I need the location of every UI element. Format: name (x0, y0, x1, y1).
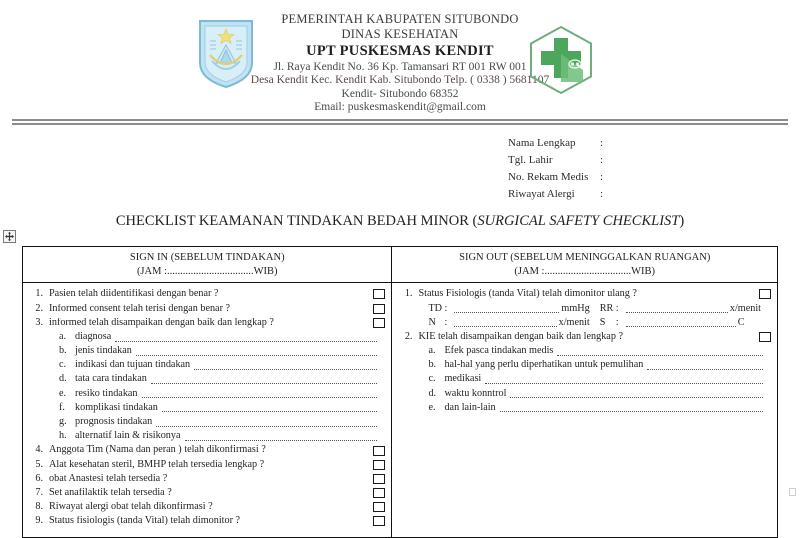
sign-in-item-6-checkbox[interactable] (373, 474, 385, 484)
sign-in-subitem-c (29, 358, 385, 372)
sign-out-subitem-e-fill-line[interactable] (500, 403, 763, 412)
sign-in-subitem-c-fill-line[interactable] (194, 361, 377, 370)
sign-in-item-2-label: Informed consent telah terisi dengan benar ? (49, 303, 231, 314)
sign-in-item-3-label: informed telah disampaikan dengan baik dan lengkap ? (49, 317, 274, 328)
situbondo-regency-emblem-icon (196, 17, 256, 89)
sign-in-subitem-h-label: alternatif lain & risikonya (75, 430, 181, 442)
sign-in-item-2 (29, 302, 385, 316)
sign-out-subitem-b (398, 358, 771, 372)
letterhead-address-3: Kendit- Situbondo 68352 (341, 87, 459, 100)
sign-in-item-1-number: 1. (35, 288, 43, 300)
sign-out-time-field[interactable]: (JAM :.................................WIB) (514, 266, 655, 278)
sign-in-item-9 (29, 514, 385, 528)
vital-s-unit: C (737, 317, 745, 329)
table-move-handle-icon[interactable] (3, 230, 16, 243)
sign-out-subitem-d-letter: d. (428, 387, 437, 399)
sign-out-subitem-b-label: hal-hal yang perlu diperhatikan untuk pemulihan (444, 359, 644, 371)
identity-row-tgl-lahir (508, 155, 730, 172)
identity-label-rekam-medis: No. Rekam Medis (508, 171, 589, 183)
sign-in-item-9-checkbox[interactable] (373, 516, 385, 526)
sign-in-subitem-f-letter: f. (59, 401, 65, 413)
sign-in-item-4-label: Anggota Tim (Nama dan peran ) telah dikonfirmasi ? (49, 445, 266, 456)
sign-in-subitem-b (29, 344, 385, 358)
page-title-main: CHECKLIST KEAMANAN TINDAKAN BEDAH MINOR ( (115, 213, 478, 229)
sign-in-item-5-label: Alat kesehatan steril, BMHP telah tersedia lengkap ? (49, 459, 265, 470)
sign-in-item-3-number: 3. (35, 316, 43, 328)
sign-out-item-1 (398, 287, 771, 301)
sign-in-item-3 (29, 316, 385, 330)
sign-out-body (392, 283, 777, 479)
sign-in-item-4-number: 4. (35, 444, 43, 456)
sign-in-item-1 (29, 287, 385, 301)
sign-out-subitem-c-label: medikasi (444, 373, 482, 385)
sign-out-header (392, 247, 777, 283)
identity-label-riwayat-alergi: Riwayat Alergi (508, 188, 575, 200)
sign-in-item-2-checkbox[interactable] (373, 304, 385, 314)
page-title-close: ) (679, 213, 685, 229)
sign-in-item-7-label: Set anafilaktik telah tersedia ? (49, 487, 172, 498)
identity-row-rekam-medis (508, 172, 730, 189)
vital-td-input[interactable] (454, 304, 559, 313)
sign-in-item-9-number: 9. (35, 515, 43, 527)
sign-in-subitem-c-letter: c. (59, 359, 67, 371)
identity-colon-riwayat-alergi: : (600, 188, 604, 200)
sign-out-item-2-label: KIE telah disampaikan dengan baik dan lengkap ? (418, 331, 623, 342)
sign-in-subitem-f-label: komplikasi tindakan (75, 401, 158, 413)
vital-td-colon: : (444, 303, 448, 315)
sign-out-subitem-c-fill-line[interactable] (485, 375, 763, 384)
sign-in-time-field[interactable]: (JAM :.................................WIB) (136, 266, 278, 278)
letterhead-line-2: DINAS KESEHATAN (341, 26, 459, 41)
vital-rr-colon: : (615, 303, 619, 315)
sign-in-subitem-b-fill-line[interactable] (136, 347, 378, 356)
sign-in-item-6 (29, 472, 385, 486)
sign-out-subitem-d-fill-line[interactable] (510, 389, 763, 398)
sign-in-item-2-number: 2. (35, 302, 43, 314)
sign-in-item-4 (29, 443, 385, 457)
sign-in-item-5-number: 5. (35, 458, 43, 470)
sign-in-subitem-e-fill-line[interactable] (142, 389, 378, 398)
vital-rr (600, 303, 771, 314)
identity-colon-nama: : (600, 137, 604, 149)
sign-out-subitem-c-letter: c. (428, 373, 436, 385)
sign-out-header-title: SIGN OUT (SEBELUM MENINGGALKAN RUANGAN) (459, 252, 711, 263)
sign-in-subitem-g-letter: g. (59, 416, 67, 428)
sign-in-subitem-a-label: diagnosa (75, 330, 112, 342)
vital-s-label: S (599, 317, 606, 329)
sign-in-item-7-checkbox[interactable] (373, 488, 385, 498)
sign-out-subitem-c (398, 372, 771, 386)
sign-out-subitem-b-fill-line[interactable] (647, 361, 763, 370)
sign-in-subitem-d (29, 372, 385, 386)
vital-rr-input[interactable] (626, 304, 728, 313)
sign-in-subitem-e (29, 387, 385, 401)
sign-in-subitem-e-letter: e. (59, 387, 67, 399)
sign-in-subitem-h-fill-line[interactable] (185, 432, 378, 441)
sign-in-header-title: SIGN IN (SEBELUM TINDAKAN) (129, 252, 285, 263)
sign-in-subitem-a-fill-line[interactable] (115, 333, 377, 342)
sign-in-item-5-checkbox[interactable] (373, 460, 385, 470)
sign-in-subitem-d-label: tata cara tindakan (75, 373, 147, 385)
identity-row-nama (508, 138, 730, 155)
sign-out-item-1-checkbox[interactable] (759, 289, 771, 299)
sign-in-subitem-e-label: resiko tindakan (75, 387, 138, 399)
page-title (0, 213, 800, 230)
sign-in-subitem-g-label: prognosis tindakan (75, 416, 153, 428)
vital-n-colon: : (444, 317, 448, 329)
sign-out-item-2-number: 2. (404, 330, 413, 342)
sign-in-item-3-checkbox[interactable] (373, 318, 385, 328)
sign-out-item-2-checkbox[interactable] (759, 332, 771, 342)
sign-out-subitem-d (398, 387, 771, 401)
patient-identity-block (508, 138, 730, 206)
sign-in-item-7 (29, 486, 385, 500)
sign-in-body (23, 283, 391, 536)
letterhead-institution: UPT PUSKESMAS KENDIT (306, 42, 494, 59)
vital-s-colon: : (615, 317, 619, 329)
vital-td (428, 303, 599, 314)
sign-out-subitem-d-label: waktu konntrol (444, 387, 507, 399)
identity-colon-rekam-medis: : (600, 171, 604, 183)
sign-in-subitem-f-fill-line[interactable] (162, 403, 378, 412)
sign-in-subitem-g-fill-line[interactable] (156, 418, 377, 427)
surgical-safety-checklist-table (22, 246, 778, 538)
sign-in-item-1-label: Pasien telah diidentifikasi dengan benar ? (49, 289, 219, 300)
sign-in-item-9-label: Status fisiologis (tanda Vital) telah dimonitor ? (49, 516, 241, 527)
puskesmas-green-cross-logo-icon (525, 24, 597, 96)
vital-rr-label: RR (599, 303, 614, 315)
sign-in-item-4-checkbox[interactable] (373, 446, 385, 456)
letterhead-address-2: Desa Kendit Kec. Kendit Kab. Situbondo Telp. ( 0338 ) 5681107 (250, 74, 550, 87)
sign-in-subitem-g (29, 415, 385, 429)
vital-s (600, 317, 771, 328)
page-title-italic: SURGICAL SAFETY CHECKLIST (477, 213, 680, 229)
sign-out-subitem-e (398, 401, 771, 415)
sign-out-vitals-row-2 (428, 316, 771, 330)
sign-out-subitem-e-letter: e. (428, 401, 436, 413)
letterhead (0, 0, 800, 127)
sign-in-item-8 (29, 500, 385, 514)
sign-in-subitem-d-fill-line[interactable] (151, 375, 378, 384)
sign-out-subitem-a (398, 344, 771, 358)
sign-in-subitem-h-letter: h. (59, 430, 67, 442)
vital-n-unit: x/menit (558, 317, 590, 329)
sign-out-subitem-b-letter: b. (428, 359, 437, 371)
sign-out-subitem-a-label: Efek pasca tindakan medis (444, 345, 554, 357)
vital-n (428, 317, 599, 328)
identity-label-nama: Nama Lengkap (508, 137, 576, 149)
sign-out-subitem-a-fill-line[interactable] (557, 347, 763, 356)
identity-colon-tgl-lahir: : (600, 154, 604, 166)
sign-in-subitem-c-label: indikasi dan tujuan tindakan (75, 359, 191, 371)
sign-out-subitem-e-label: dan lain-lain (444, 401, 496, 413)
sign-in-item-6-number: 6. (35, 472, 43, 484)
sign-in-subitem-b-letter: b. (59, 345, 67, 357)
sign-out-vitals-group (398, 302, 771, 330)
identity-label-tgl-lahir: Tgl. Lahir (508, 154, 553, 166)
sign-in-item-6-label: obat Anastesi telah tersedia ? (49, 473, 168, 484)
sign-in-item-5 (29, 458, 385, 472)
vital-td-unit: mmHg (561, 303, 590, 315)
vital-n-input[interactable] (454, 318, 556, 327)
sign-out-subitem-a-letter: a. (428, 345, 436, 357)
sign-in-column (23, 247, 392, 537)
letterhead-line-1: PEMERINTAH KABUPATEN SITUBONDO (281, 12, 519, 26)
sign-out-column (392, 247, 777, 537)
sign-out-vitals-row-1 (428, 302, 771, 316)
vital-rr-unit: x/menit (729, 303, 761, 315)
vital-n-label: N (428, 317, 436, 329)
page-corner-mark (789, 488, 796, 496)
sign-in-item-8-checkbox[interactable] (373, 502, 385, 512)
sign-in-subitem-b-label: jenis tindakan (75, 345, 132, 357)
letterhead-email: Email: puskesmaskendit@gmail.com (314, 101, 486, 114)
sign-in-item-7-number: 7. (35, 486, 43, 498)
sign-out-item-2 (398, 330, 771, 344)
sign-in-subitem-a-letter: a. (59, 330, 67, 342)
letterhead-divider-rule (12, 119, 788, 125)
vital-s-input[interactable] (626, 318, 736, 327)
sign-in-subitem-h (29, 429, 385, 443)
vital-td-label: TD (428, 303, 443, 315)
sign-in-item-8-number: 8. (35, 501, 43, 513)
sign-in-header (23, 247, 391, 283)
sign-in-subitem-a (29, 330, 385, 344)
sign-out-item-1-number: 1. (404, 288, 413, 300)
sign-in-item-1-checkbox[interactable] (373, 289, 385, 299)
sign-in-subitem-d-letter: d. (59, 373, 67, 385)
sign-out-item-1-label: Status Fisiologis (tanda Vital) telah dimonitor ulang ? (418, 289, 637, 300)
sign-in-item-8-label: Riwayat alergi obat telah dikonfirmasi ? (49, 502, 213, 513)
sign-in-subitem-f (29, 401, 385, 415)
letterhead-address-1: Jl. Raya Kendit No. 36 Kp. Tamansari RT 001 RW 001 (273, 60, 527, 73)
identity-row-riwayat-alergi (508, 189, 730, 206)
